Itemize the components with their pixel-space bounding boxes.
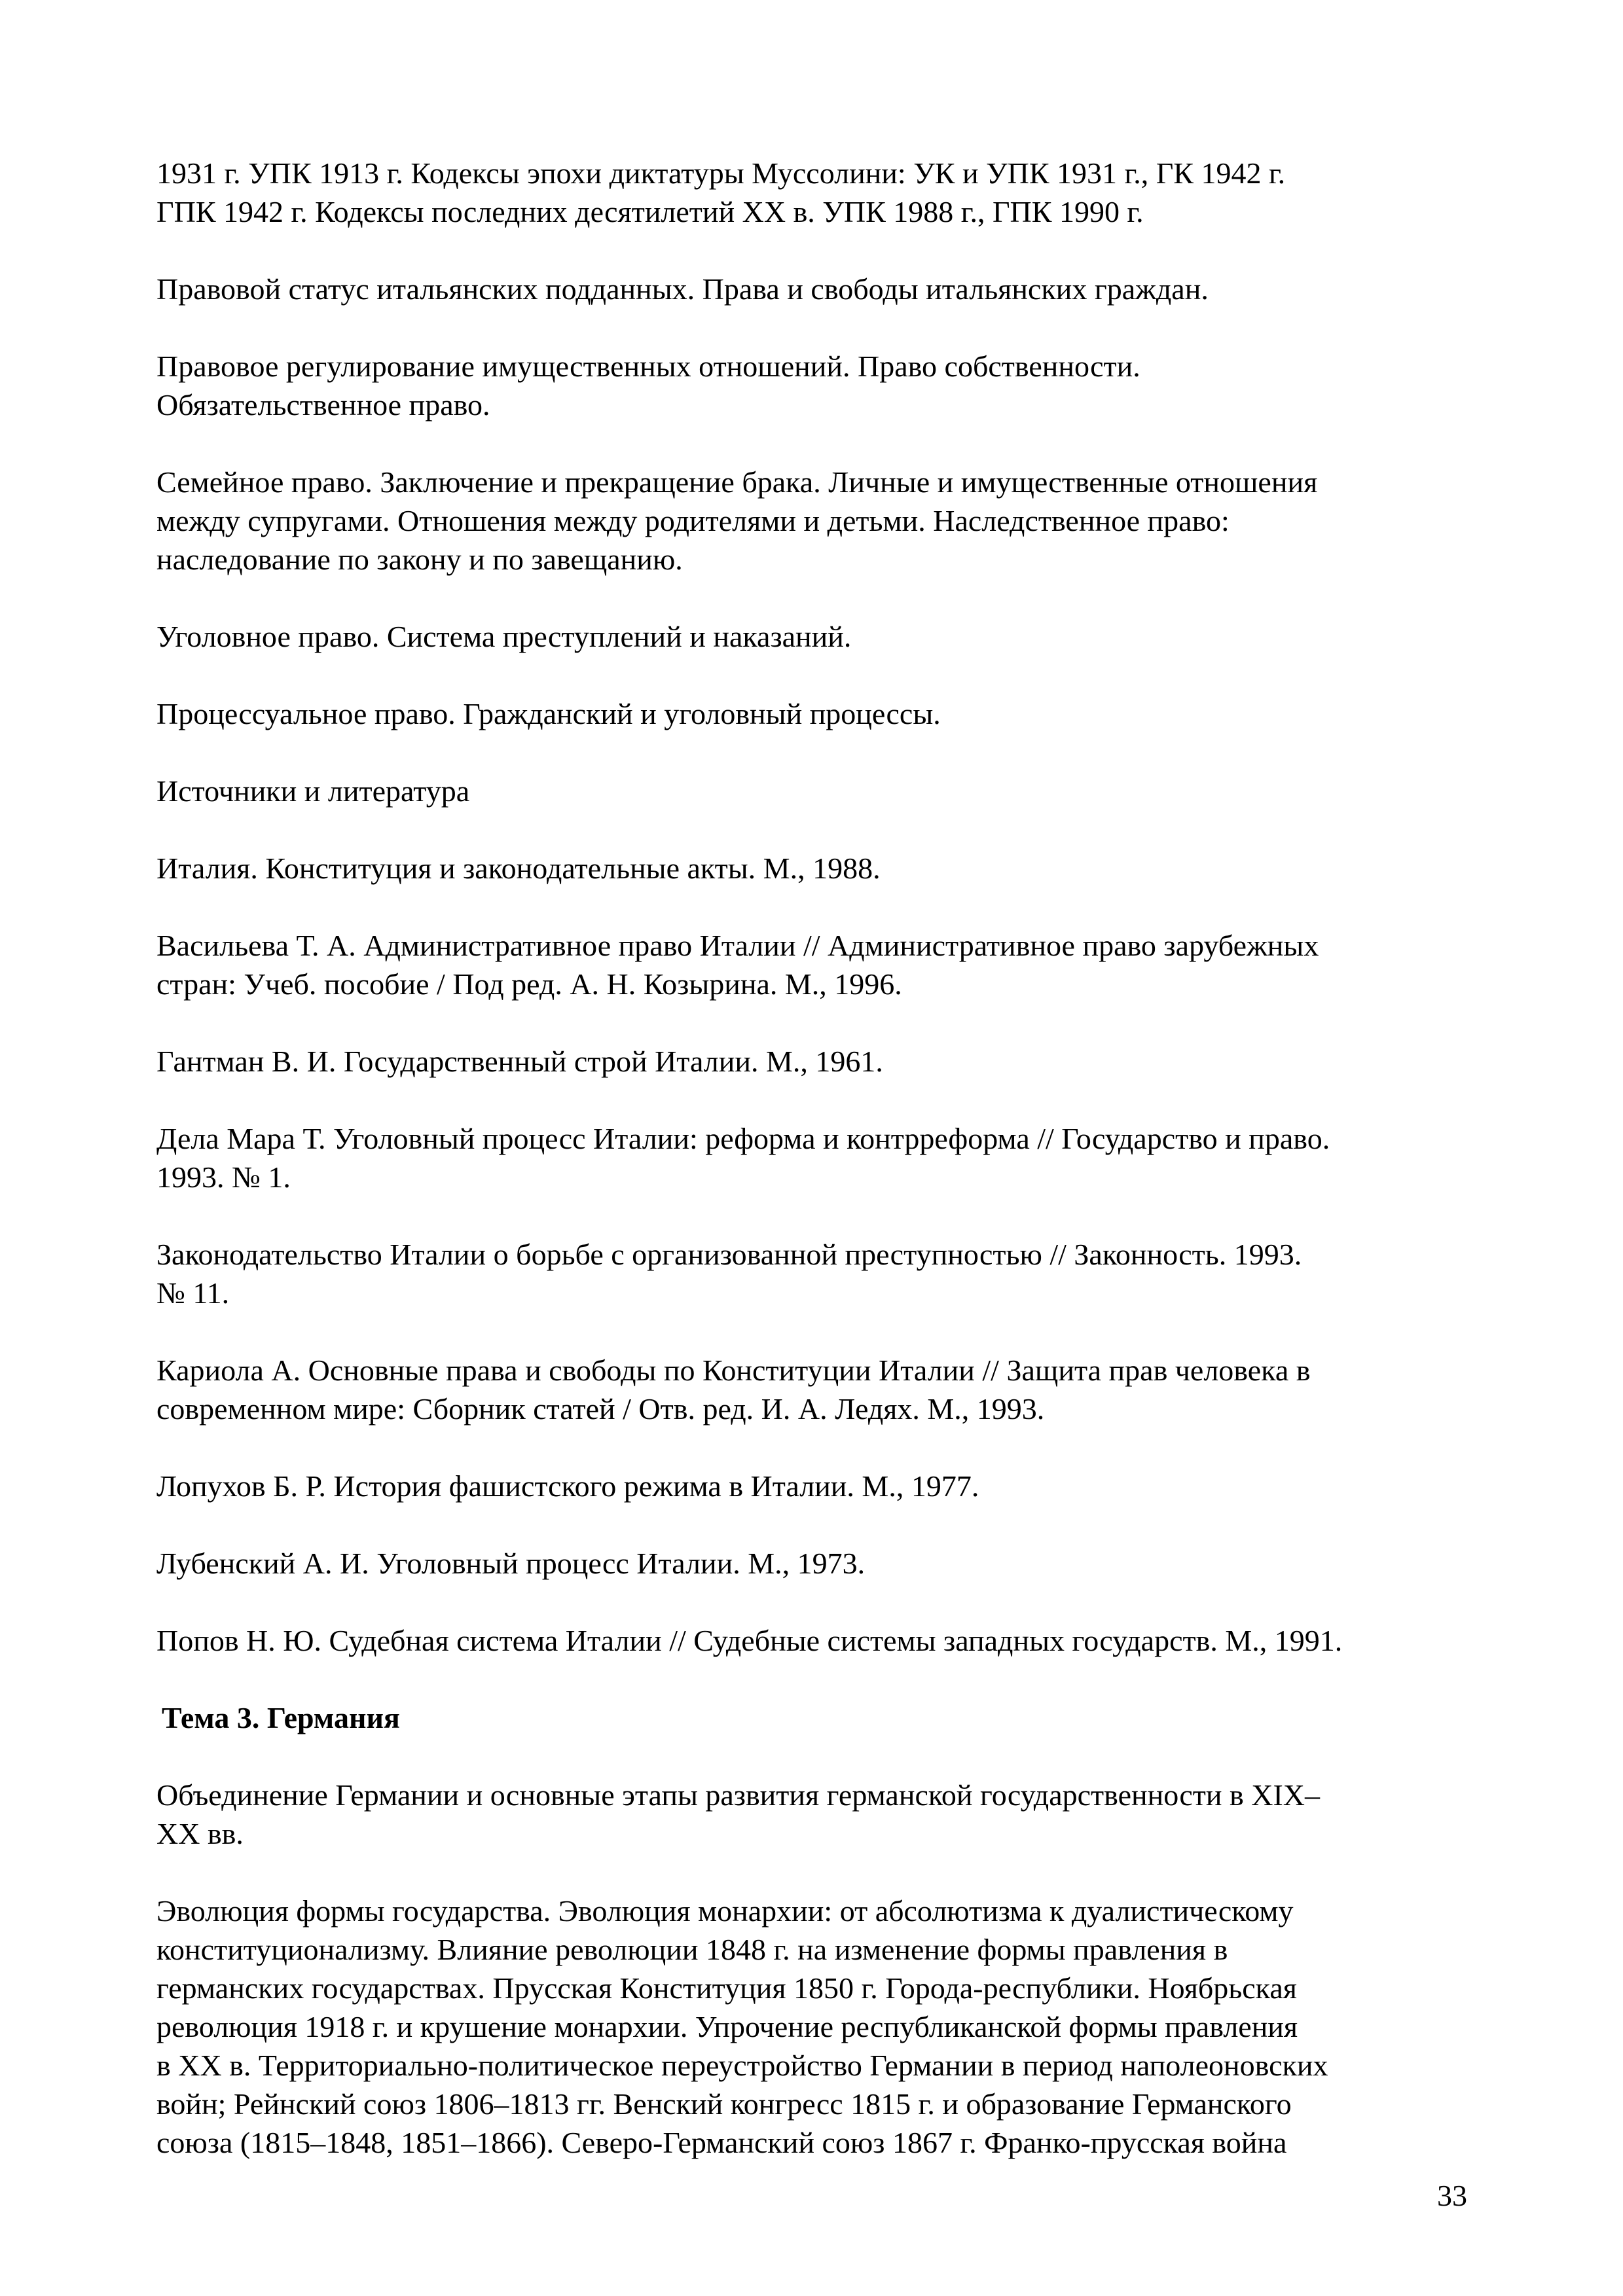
bibliography-entry (156, 1467, 1479, 1505)
property-law-paragraph (156, 347, 1479, 424)
bibliography-entry (156, 1621, 1479, 1660)
text-line: Объединение Германии и основные этапы развития германской государственности в XIX– (156, 1778, 1320, 1812)
bibliography-entry (156, 1351, 1479, 1428)
text-line: Правовой статус итальянских подданных. Права и свободы итальянских граждан. (156, 272, 1209, 306)
text-line: ГПК 1942 г. Кодексы последних десятилетий XX в. УПК 1988 г., ГПК 1990 г. (156, 195, 1144, 228)
text-line: между супругами. Отношения между родителями и детьми. Наследственное право: (156, 504, 1230, 537)
text-line: Италия. Конституция и законодательные акты. М., 1988. (156, 852, 881, 885)
bibliography-entry (156, 1119, 1479, 1196)
legal-status-paragraph (156, 270, 1479, 308)
text-line: союза (1815–1848, 1851–1866). Северо-Германский союз 1867 г. Франко-прусская война (156, 2126, 1287, 2159)
unification-paragraph (156, 1776, 1479, 1853)
text-line: XX вв. (156, 1817, 244, 1850)
text-line: Законодательство Италии о борьбе с организованной преступностью // Законность. 1993. (156, 1238, 1302, 1271)
text-line: Эволюция формы государства. Эволюция монархии: от абсолютизма к дуалистическому (156, 1894, 1294, 1928)
page-body (156, 154, 1479, 2162)
text-line: наследование по закону и по завещанию. (156, 543, 683, 576)
text-line: Дела Мара Т. Уголовный процесс Италии: реформа и контрреформа // Государство и право. (156, 1122, 1330, 1155)
text-line: № 11. (156, 1276, 230, 1310)
text-line: 1931 г. УПК 1913 г. Кодексы эпохи диктатуры Муссолини: УК и УПК 1931 г., ГК 1942 г. (156, 156, 1286, 190)
text-line: германских государствах. Прусская Конституция 1850 г. Города-республики. Ноябрьская (156, 1971, 1297, 2005)
state-form-paragraph (156, 1892, 1479, 2162)
text-line: войн; Рейнский союз 1806–1813 гг. Венский конгресс 1815 г. и образование Германского (156, 2087, 1292, 2121)
page-number: 33 (1437, 2179, 1467, 2212)
text-line: Семейное право. Заключение и прекращение брака. Личные и имущественные отношения (156, 465, 1318, 499)
procedural-law-paragraph (156, 694, 1479, 733)
bibliography-entry (156, 849, 1479, 888)
text-line: Правовое регулирование имущественных отношений. Право собственности. (156, 350, 1140, 383)
text-line: в XX в. Территориально-политическое переустройство Германии в период наполеоновских (156, 2049, 1328, 2082)
text-line: революция 1918 г. и крушение монархии. Упрочение республиканской формы правления (156, 2010, 1298, 2043)
text-line: Уголовное право. Система преступлений и наказаний. (156, 620, 852, 653)
text-line: 1993. № 1. (156, 1160, 291, 1194)
text-line: конституционализму. Влияние революции 1848 г. на изменение формы правления в (156, 1933, 1228, 1966)
text-line: Лубенский А. И. Уголовный процесс Италии. М., 1973. (156, 1547, 866, 1580)
criminal-law-paragraph (156, 617, 1479, 656)
text-line: Гантман В. И. Государственный строй Италии. М., 1961. (156, 1045, 883, 1078)
text-line: стран: Учеб. пособие / Под ред. А. Н. Козырина. М., 1996. (156, 967, 902, 1001)
bibliography-entry (156, 926, 1479, 1003)
bibliography-entry (156, 1544, 1479, 1583)
sources-heading (156, 772, 1479, 810)
text-line: Источники и литература (156, 774, 470, 808)
text-line: современном мире: Сборник статей / Отв. ред. И. А. Ледях. М., 1993. (156, 1392, 1045, 1426)
bibliography-entry (156, 1235, 1479, 1312)
text-line: Васильева Т. А. Административное право Италии // Административное право зарубежных (156, 929, 1319, 962)
text-line: Процессуальное право. Гражданский и уголовный процессы. (156, 697, 941, 730)
topic-heading: Тема 3. Германия (162, 1701, 400, 1734)
text-line: Кариола А. Основные права и свободы по Конституции Италии // Защита прав человека в (156, 1354, 1311, 1387)
family-law-paragraph (156, 463, 1479, 579)
text-line: Обязательственное право. (156, 388, 490, 422)
bibliography-entry (156, 1042, 1479, 1081)
text-line: Лопухов Б. Р. История фашистского режима в Италии. М., 1977. (156, 1469, 979, 1503)
text-line: Попов Н. Ю. Судебная система Италии // Судебные системы западных государств. М., 1991. (156, 1624, 1343, 1657)
codes-paragraph (156, 154, 1479, 231)
